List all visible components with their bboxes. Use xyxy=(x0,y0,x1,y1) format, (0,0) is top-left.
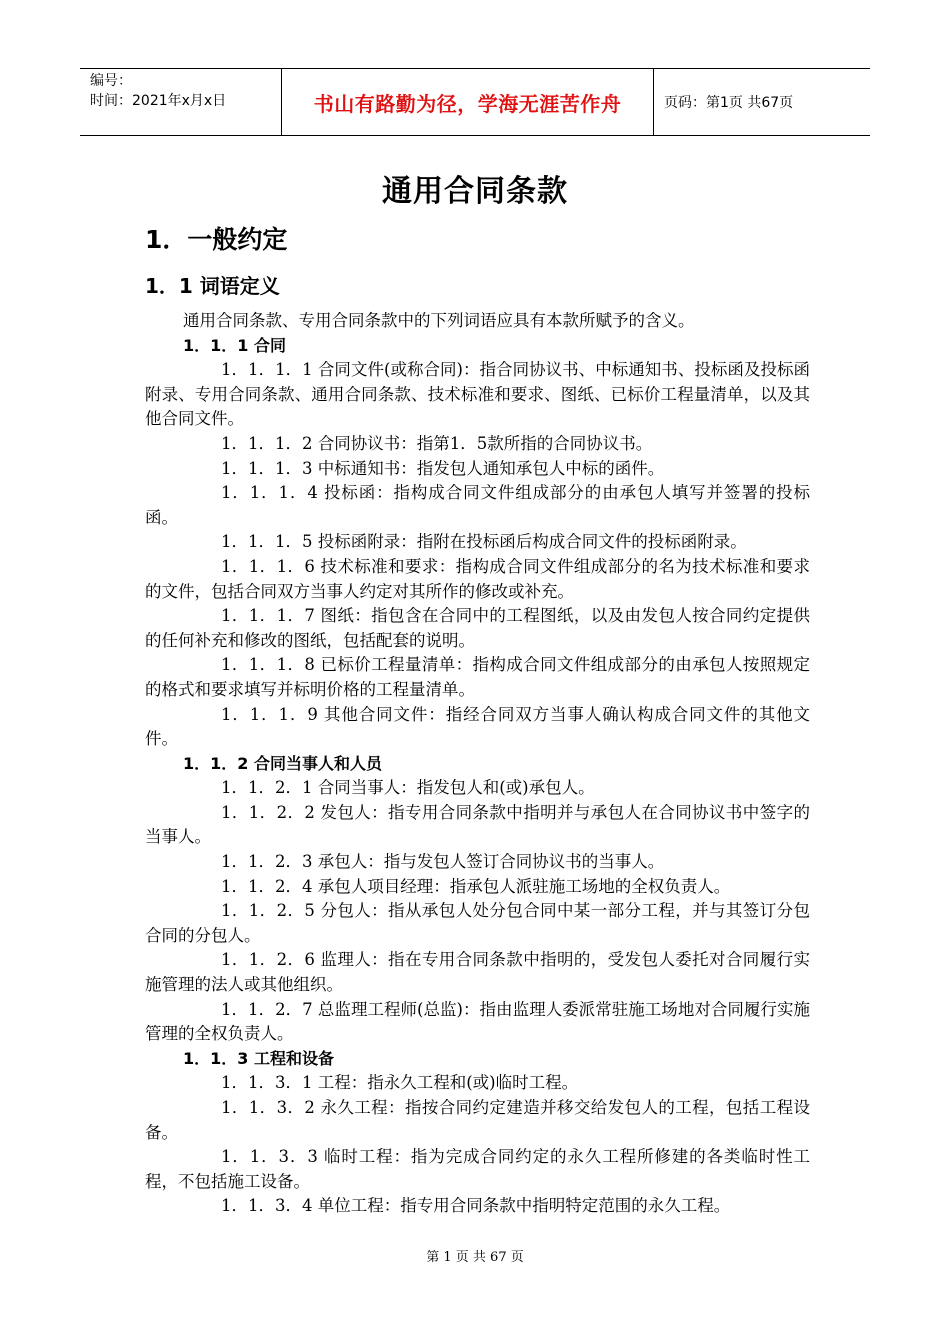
clause-item: 1．1．2．2 发包人：指专用合同条款中指明并与承包人在合同协议书中签字的当事人。 xyxy=(145,802,810,847)
clause-item: 1．1．3．1 工程：指永久工程和(或)临时工程。 xyxy=(221,1073,579,1093)
clause-item: 1．1．1．9 其他合同文件：指经合同双方当事人确认构成合同文件的其他文件。 xyxy=(145,704,810,749)
clause-item: 1．1．1．1 合同文件(或称合同)：指合同协议书、中标通知书、投标函及投标函附录、专用合同条款、通用合同条款、技术标准和要求、图纸、已标价工程量清单，以及其他合同文件。 xyxy=(145,360,810,429)
clause-item: 1．1．2．7 总监理工程师(总监)：指由监理人委派常驻施工场地对合同履行实施管理的全权负责人。 xyxy=(145,999,810,1044)
clause-item: 1．1．3．4 单位工程：指专用合同条款中指明特定范围的永久工程。 xyxy=(221,1196,731,1216)
header-page-info: 页码：第1页 共67页 xyxy=(664,95,794,111)
page-footer: 第 1 页 共 67 页 xyxy=(426,1250,524,1265)
number-label: 编号： xyxy=(90,73,132,89)
document-title: 通用合同条款 xyxy=(382,174,568,209)
header-page-info-cell xyxy=(654,69,870,135)
time-label: 时间：2021年x月x日 xyxy=(90,93,227,109)
group-heading: 1．1．3 工程和设备 xyxy=(183,1048,334,1068)
clause-item: 1．1．1．5 投标函附录：指附在投标函后构成合同文件的投标函附录。 xyxy=(221,532,747,552)
section-heading: 1．一般约定 xyxy=(145,225,288,254)
group-heading: 1．1．1 合同 xyxy=(183,335,286,355)
clause-item: 1．1．1．3 中标通知书：指发包人通知承包人中标的函件。 xyxy=(221,458,665,478)
clause-item: 1．1．1．4 投标函：指构成合同文件组成部分的由承包人填写并签署的投标函。 xyxy=(145,483,810,527)
clause-item: 1．1．2．5 分包人：指从承包人处分包合同中某一部分工程，并与其签订分包合同的分包人。 xyxy=(145,901,810,945)
clause-item: 1．1．1．8 已标价工程量清单：指构成合同文件组成部分的由承包人按照规定的格式和要求填写并标明价格的工程量清单。 xyxy=(145,655,810,699)
clause-item: 1．1．1．2 合同协议书：指第1．5款所指的合同协议书。 xyxy=(221,433,653,453)
clause-item: 1．1．2．3 承包人：指与发包人签订合同协议书的当事人。 xyxy=(221,852,665,872)
clause-item: 1．1．3．3 临时工程：指为完成合同约定的永久工程所修建的各类临时性工程，不包括施工设备。 xyxy=(145,1147,810,1191)
header-motto: 书山有路勤为径，学海无涯苦作舟 xyxy=(313,91,622,116)
header-motto-cell xyxy=(282,69,654,135)
clause-item: 1．1．2．6 监理人：指在专用合同条款中指明的，受发包人委托对合同履行实施管理的法人或其他组织。 xyxy=(145,950,810,995)
document-body xyxy=(145,309,810,1219)
clause-item: 1．1．1．7 图纸：指包含在合同中的工程图纸，以及由发包人按合同约定提供的任何补充和修改的图纸，包括配套的说明。 xyxy=(145,606,810,650)
subsection-heading: 1．1 词语定义 xyxy=(145,274,280,298)
intro-paragraph: 通用合同条款、专用合同条款中的下列词语应具有本款所赋予的含义。 xyxy=(183,311,695,330)
document-header xyxy=(80,68,870,136)
clause-item: 1．1．3．2 永久工程：指按合同约定建造并移交给发包人的工程，包括工程设备。 xyxy=(145,1098,810,1142)
clause-item: 1．1．1．6 技术标准和要求：指构成合同文件组成部分的名为技术标准和要求的文件，包括合同双方当事人约定对其所作的修改或补充。 xyxy=(145,556,810,601)
clause-item: 1．1．2．4 承包人项目经理：指承包人派驻施工场地的全权负责人。 xyxy=(221,876,731,896)
header-meta xyxy=(80,69,282,135)
clause-item: 1．1．2．1 合同当事人：指发包人和(或)承包人。 xyxy=(221,778,595,798)
group-heading: 1．1．2 合同当事人和人员 xyxy=(183,753,382,773)
